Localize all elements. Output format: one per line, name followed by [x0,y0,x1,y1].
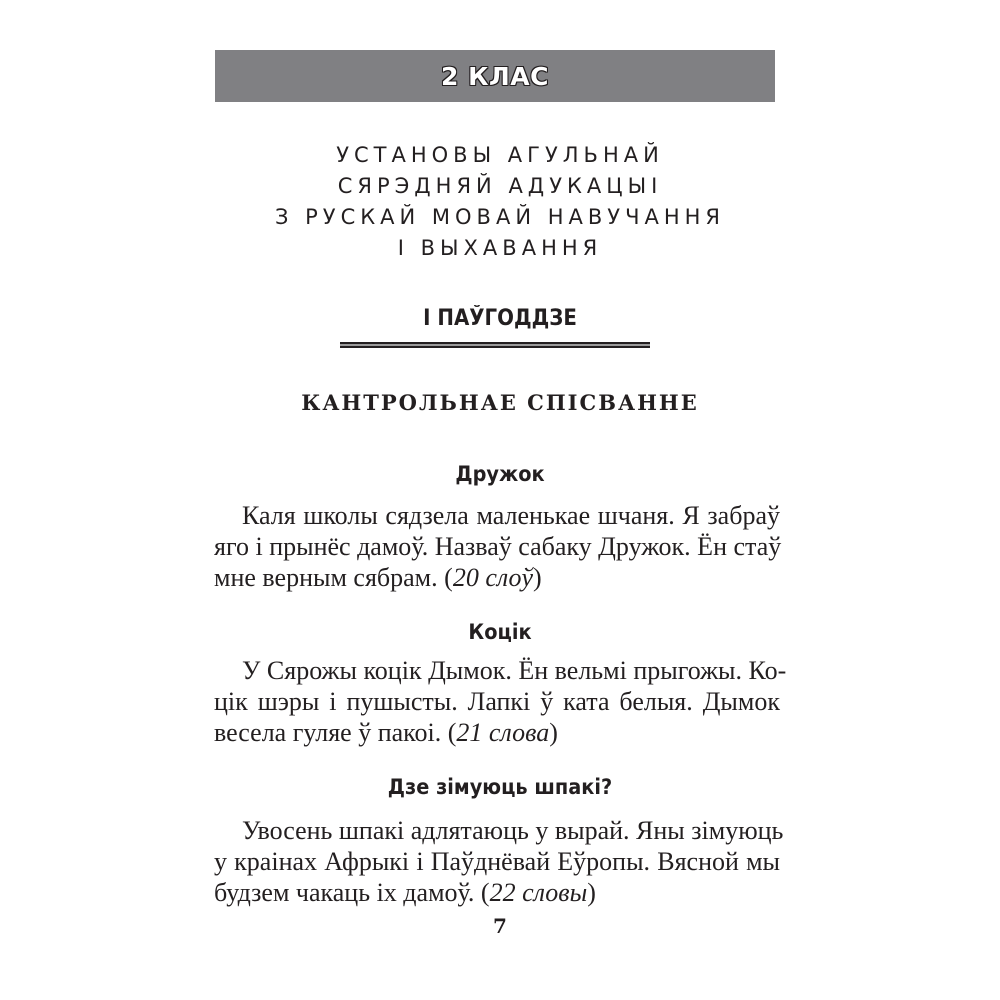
institution-line: І ВЫХАВАННЯ [397,236,603,260]
grade-title: 2 КЛАС [441,61,549,91]
paren: ( [447,718,457,747]
section-title: КАНТРОЛЬНАЕ СПІСВАННЕ [301,390,699,415]
story-title: Дружок [455,462,545,486]
institution-line: УСТАНОВЫ АГУЛЬНАЙ [336,143,664,167]
story-line-text: будзем чакаць іх дамоў. [214,878,475,907]
story-line: Каля школы сядзела маленькае шчаня. Я забраў [242,501,780,530]
story-text [214,815,784,908]
story-line: цік шэры і пушысты. Лапкі ў ката белыя. Дымок [214,687,780,716]
paren: ) [587,878,596,907]
word-count: 20 слоў [452,563,534,592]
story-title: Дзе зімуюць шпакі? [387,775,613,799]
story-line: Увосень шпакі адлятаюць у вырай. Яны зімуюць [242,816,784,845]
paren: ) [533,563,542,592]
story-line-text: весела гуляе ў пакоі. [214,718,442,747]
story-line [214,877,780,908]
story-text [214,655,787,748]
institution-line: З РУСКАЙ МОВАЙ НАВУЧАННЯ [274,205,726,229]
grade-banner [215,50,775,102]
word-count: 22 словы [489,878,588,907]
story-line: у краінах Афрыкі і Паўднёвай Еўропы. Вясной мы [214,847,780,876]
story-line-text: мне верным сябрам. [214,563,438,592]
story-line [214,562,780,593]
story-line: яго і прынёс дамоў. Назваў сабаку Дружок. Ён стаў [214,532,782,561]
story-title: Коцік [468,620,532,644]
institution-heading [200,140,800,264]
term-title: І ПАЎГОДДЗЕ [423,306,577,331]
double-rule-divider [340,342,650,348]
paren: ( [444,563,453,592]
word-count: 21 слова [456,718,550,747]
paren: ) [549,718,558,747]
page-number: 7 [493,914,507,938]
story-line: У Сярожы коцік Дымок. Ён вельмі прыгожы. Ко- [242,656,787,685]
institution-line: СЯРЭДНЯЙ АДУКАЦЫІ [337,174,663,198]
story-text [214,500,780,593]
story-line [214,717,780,748]
paren: ( [480,878,490,907]
